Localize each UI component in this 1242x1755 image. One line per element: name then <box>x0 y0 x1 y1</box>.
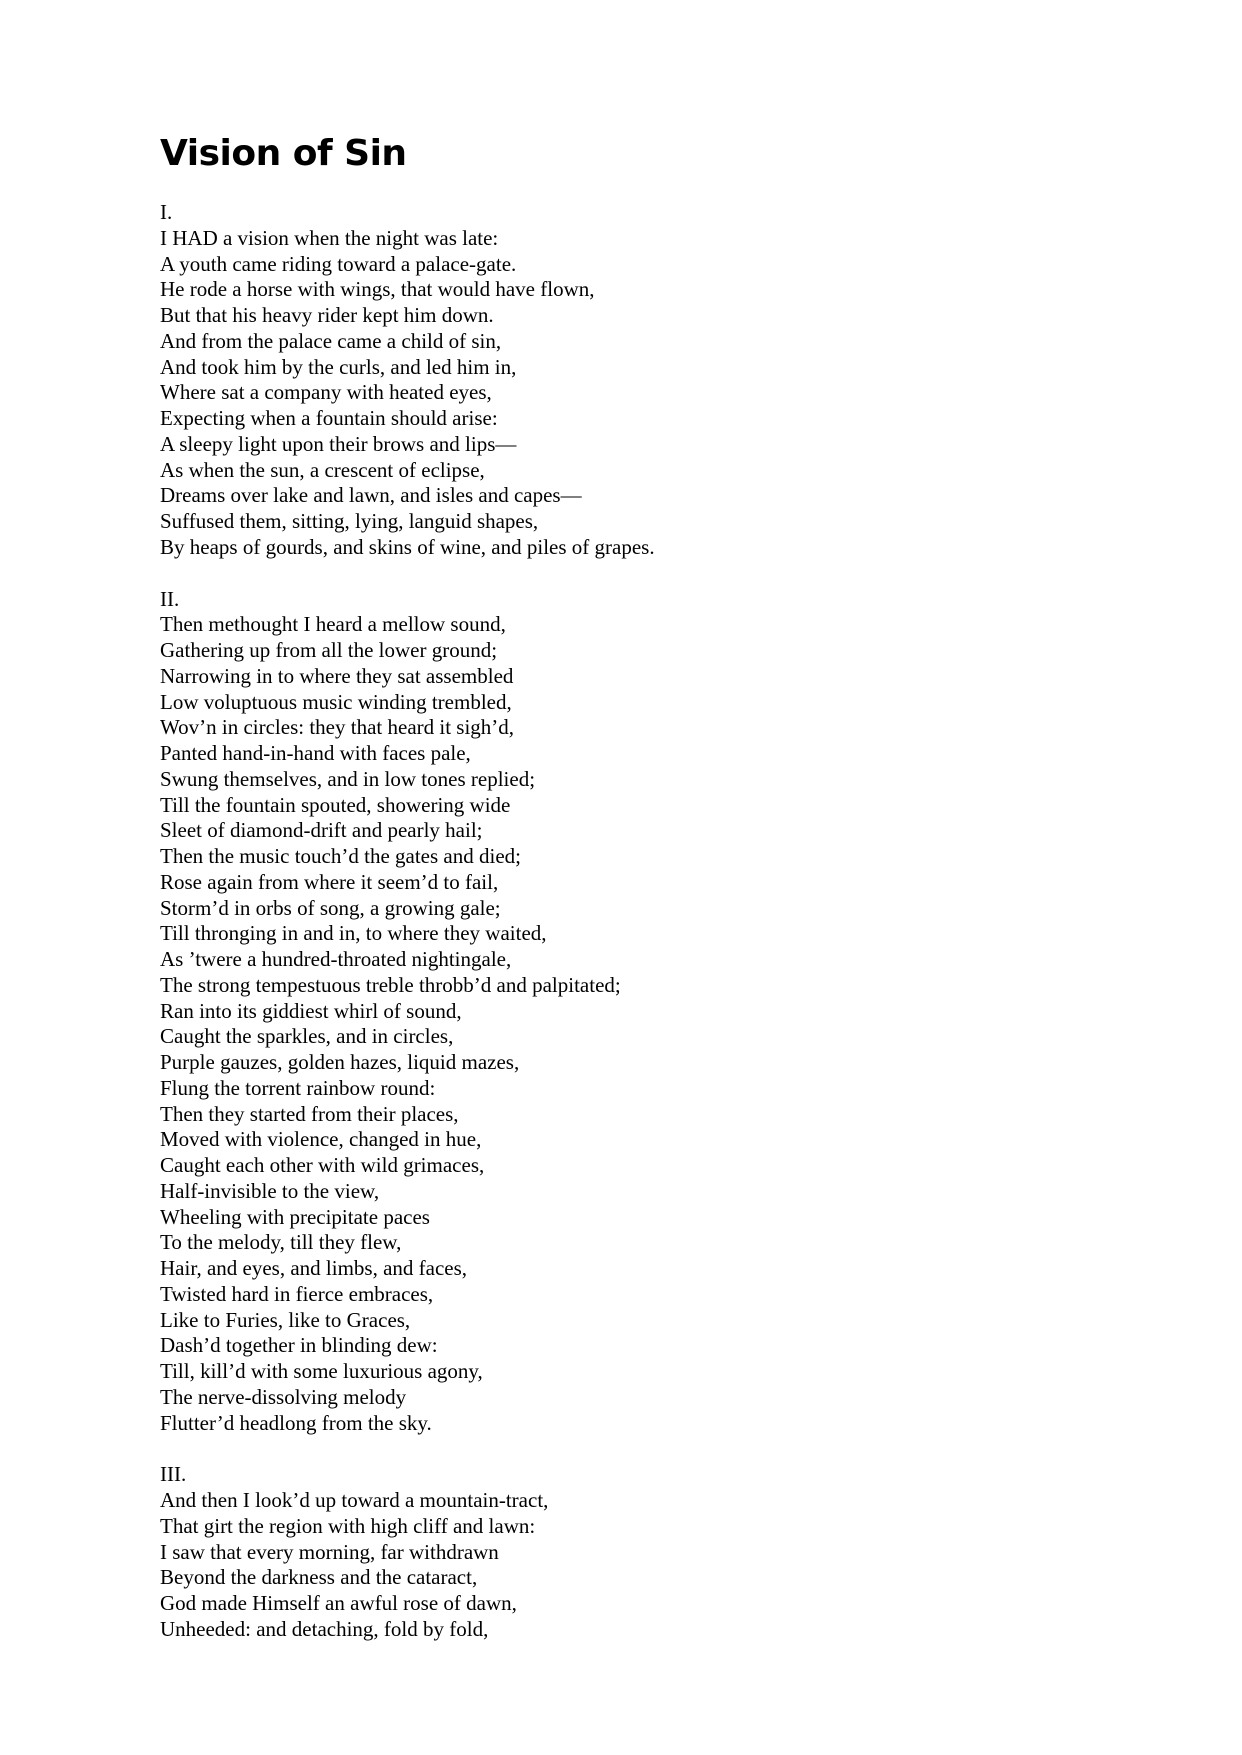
poem-line: Then they started from their places, <box>160 1101 459 1126</box>
poem-line: As ’twere a hundred-throated nightingale, <box>160 947 512 971</box>
poem-line: Gathering up from all the lower ground; <box>160 638 498 662</box>
poem-line: Then methought I heard a mellow sound, <box>160 612 506 637</box>
poem-line: Till the fountain spouted, showering wide <box>160 792 511 817</box>
poem-line: And from the palace came a child of sin, <box>160 328 502 353</box>
poem-line: Dreams over lake and lawn, and isles and capes— <box>160 483 582 508</box>
poem-line: The nerve-dissolving melody <box>160 1384 407 1409</box>
poem-line: Hair, and eyes, and limbs, and faces, <box>160 1256 468 1280</box>
poem-line: Then the music touch’d the gates and died; <box>160 844 521 868</box>
poem-line: Narrowing in to where they sat assembled <box>160 663 514 688</box>
poem-line: Storm’d in orbs of song, a growing gale; <box>160 895 501 920</box>
poem-line: He rode a horse with wings, that would have flown, <box>160 277 595 302</box>
poem-line: Till thronging in and in, to where they waited, <box>160 921 547 946</box>
poem-line: Like to Furies, like to Graces, <box>160 1307 411 1332</box>
poem-line: Moved with violence, changed in hue, <box>160 1127 482 1152</box>
poem-line: Panted hand-in-hand with faces pale, <box>160 741 471 765</box>
poem-line: Flutter’d headlong from the sky. <box>160 1410 432 1435</box>
poem-line: Caught each other with wild grimaces, <box>160 1153 485 1177</box>
poem-line: Beyond the darkness and the cataract, <box>160 1565 478 1590</box>
section-numeral: I. <box>160 200 173 224</box>
poem-line: A youth came riding toward a palace-gate. <box>160 251 517 276</box>
stanza-section <box>160 200 1160 561</box>
poem-line: And then I look’d up toward a mountain-tract, <box>160 1488 549 1512</box>
poem-line: Flung the torrent rainbow round: <box>160 1075 436 1100</box>
poem-line: God made Himself an awful rose of dawn, <box>160 1591 517 1615</box>
poem-line: But that his heavy rider kept him down. <box>160 303 494 327</box>
section-numeral: II. <box>160 586 180 611</box>
poem-line: A sleepy light upon their brows and lips— <box>160 431 517 456</box>
poem-line: Unheeded: and detaching, fold by fold, <box>160 1616 489 1641</box>
poem-line: As when the sun, a crescent of eclipse, <box>160 457 485 482</box>
poem-line: Caught the sparkles, and in circles, <box>160 1024 454 1049</box>
stanza-section <box>160 1462 1160 1642</box>
poem-line: Half-invisible to the view, <box>160 1178 380 1203</box>
poem-line: That girt the region with high cliff and lawn: <box>160 1513 536 1538</box>
poem-line: Where sat a company with heated eyes, <box>160 380 492 405</box>
poem-line: I saw that every morning, far withdrawn <box>160 1539 499 1564</box>
poem-line: To the melody, till they flew, <box>160 1230 402 1255</box>
poem-line: Sleet of diamond-drift and pearly hail; <box>160 818 483 843</box>
poem-line: I HAD a vision when the night was late: <box>160 225 499 250</box>
poem-line: Rose again from where it seem’d to fail, <box>160 869 499 894</box>
poem-line: Dash’d together in blinding dew: <box>160 1333 438 1358</box>
poem-line: And took him by the curls, and led him in, <box>160 354 517 379</box>
poem-body <box>160 200 1160 1643</box>
poem-line: Wheeling with precipitate paces <box>160 1204 430 1229</box>
document-page <box>160 132 1160 1669</box>
poem-line: Twisted hard in fierce embraces, <box>160 1281 434 1306</box>
poem-line: By heaps of gourds, and skins of wine, and piles of grapes. <box>160 534 655 559</box>
poem-line: Swung themselves, and in low tones replied; <box>160 766 536 791</box>
poem-line: Wov’n in circles: they that heard it sigh’d, <box>160 715 515 740</box>
stanza-section <box>160 587 1160 1437</box>
poem-line: Low voluptuous music winding trembled, <box>160 689 512 714</box>
poem-line: The strong tempestuous treble throbb’d and palpitated; <box>160 972 621 997</box>
poem-line: Till, kill’d with some luxurious agony, <box>160 1359 483 1383</box>
poem-line: Ran into its giddiest whirl of sound, <box>160 998 462 1023</box>
page-title: Vision of Sin <box>160 133 407 174</box>
section-numeral: III. <box>160 1462 187 1487</box>
poem-line: Suffused them, sitting, lying, languid shapes, <box>160 509 539 533</box>
poem-line: Expecting when a fountain should arise: <box>160 406 498 430</box>
poem-line: Purple gauzes, golden hazes, liquid mazes, <box>160 1050 520 1074</box>
